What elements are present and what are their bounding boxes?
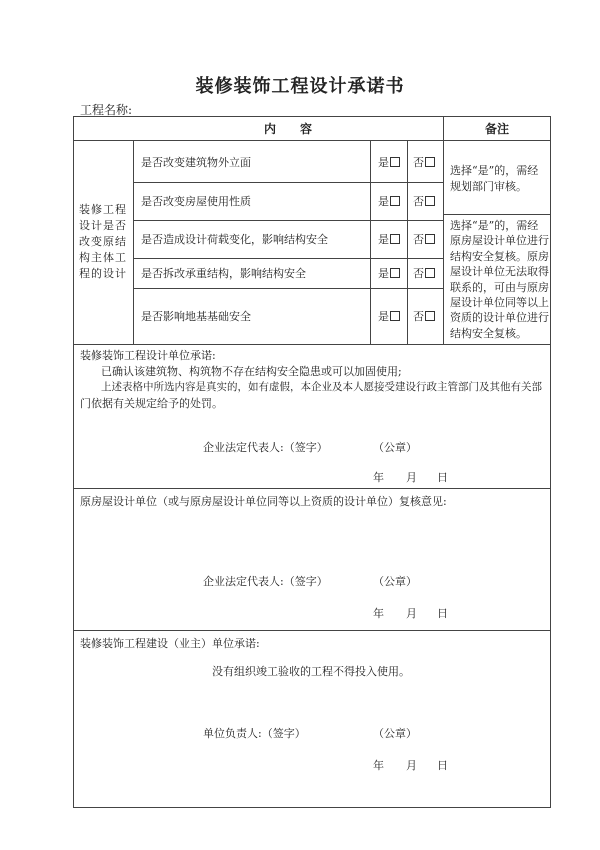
- owner-commitment-heading: 装修装饰工程建设（业主）单位承诺:: [80, 637, 260, 650]
- designer-commitment-heading: 装修装饰工程设计单位承诺:: [80, 349, 216, 362]
- no-label: 否: [413, 267, 424, 280]
- checkbox[interactable]: [390, 234, 400, 244]
- yes-label: 是: [378, 195, 389, 208]
- signature-label: 企业法定代表人:（签字）: [203, 575, 328, 588]
- yes-option[interactable]: [378, 194, 400, 210]
- date-day: 日: [437, 471, 448, 484]
- checkbox[interactable]: [390, 157, 400, 167]
- table-rule: [73, 630, 551, 631]
- owner-commitment-statement: 没有组织竣工验收的工程不得投入使用。: [212, 665, 410, 678]
- checkbox[interactable]: [390, 268, 400, 278]
- table-rule: [133, 182, 443, 183]
- date-year: 年: [373, 607, 384, 620]
- table-rule: [133, 220, 443, 221]
- table-rule: [73, 344, 551, 345]
- no-label: 否: [413, 310, 424, 323]
- no-label: 否: [413, 195, 424, 208]
- category-line: 构主体工: [79, 250, 127, 264]
- table-rule: [133, 140, 134, 344]
- remark-line: 规划部门审核。: [450, 179, 527, 193]
- signature-label: 企业法定代表人:（签字）: [203, 441, 328, 454]
- table-rule: [133, 258, 443, 259]
- remark-line: 屋设计单位无法取得: [450, 265, 549, 279]
- yes-option[interactable]: [378, 266, 400, 282]
- remark-second: [450, 218, 549, 341]
- table-rule: [443, 214, 551, 215]
- remark-line: 联系的，可由与原房: [450, 280, 549, 294]
- checkbox[interactable]: [425, 234, 435, 244]
- table-rule: [133, 288, 443, 289]
- checkbox[interactable]: [425, 311, 435, 321]
- item-text: 是否改变房屋使用性质: [141, 195, 251, 208]
- seal-label: （公章）: [373, 575, 417, 588]
- remark-line: 选择“是”的，需经: [450, 164, 539, 177]
- table-rule: [73, 140, 551, 141]
- checkbox[interactable]: [425, 268, 435, 278]
- yes-option[interactable]: [378, 232, 400, 248]
- no-option[interactable]: [413, 232, 435, 248]
- no-option[interactable]: [413, 309, 435, 325]
- no-label: 否: [413, 156, 424, 169]
- no-option[interactable]: [413, 155, 435, 171]
- category-line: 改变原结: [79, 234, 127, 248]
- yes-option[interactable]: [378, 309, 400, 325]
- header-content: 内 容: [263, 122, 312, 136]
- checkbox[interactable]: [390, 196, 400, 206]
- remark-line: 资质的设计单位进行: [450, 311, 549, 325]
- category-cell: [73, 202, 133, 282]
- checkbox[interactable]: [425, 196, 435, 206]
- designer-commitment-line: 上述表格中所选内容是真实的，如有虚假，本企业及本人愿接受建设行政主管部门及其他有关部: [101, 381, 542, 393]
- category-line: 程的设计: [79, 266, 127, 280]
- review-heading: 原房屋设计单位（或与原房屋设计单位同等以上资质的设计单位）复核意见:: [80, 495, 447, 508]
- yes-option[interactable]: [378, 155, 400, 171]
- yes-label: 是: [378, 267, 389, 280]
- no-option[interactable]: [413, 194, 435, 210]
- date-year: 年: [373, 471, 384, 484]
- remark-line: 结构安全复核。原房: [450, 249, 549, 263]
- checkbox[interactable]: [390, 311, 400, 321]
- remark-line: 选择“是”的，需经: [450, 219, 539, 232]
- table-rule: [407, 140, 408, 344]
- seal-label: （公章）: [373, 727, 417, 740]
- item-text: 是否改变建筑物外立面: [141, 156, 251, 169]
- item-text: 是否拆改承重结构，影响结构安全: [141, 267, 306, 280]
- table-rule: [443, 116, 444, 344]
- table-rule: [73, 488, 551, 489]
- category-line: 装修工程: [79, 203, 127, 216]
- no-label: 否: [413, 233, 424, 246]
- no-option[interactable]: [413, 266, 435, 282]
- date-day: 日: [437, 607, 448, 620]
- designer-commitment-line: 门依据有关规定给予的处罚。: [80, 397, 223, 410]
- signature-label: 单位负责人:（签字）: [203, 727, 306, 740]
- table-rule: [370, 140, 371, 344]
- header-remark: 备注: [484, 122, 509, 136]
- project-name-label: 工程名称:: [80, 103, 133, 117]
- date-year: 年: [373, 759, 384, 772]
- seal-label: （公章）: [373, 441, 417, 454]
- item-text: 是否影响地基基础安全: [141, 310, 251, 323]
- category-line: 设计是否: [79, 218, 127, 232]
- remark-first: [450, 163, 538, 195]
- remark-line: 结构安全复核。: [450, 326, 527, 340]
- remark-line: 原房屋设计单位进行: [450, 234, 549, 248]
- document-title: 装修装饰工程设计承诺书: [195, 76, 405, 97]
- designer-commitment-line: 已确认该建筑物、构筑物不存在结构安全隐患或可以加固使用;: [101, 365, 402, 378]
- date-month: 月: [406, 607, 417, 620]
- checkbox[interactable]: [425, 157, 435, 167]
- item-text: 是否造成设计荷载变化，影响结构安全: [141, 233, 328, 246]
- remark-line: 屋设计单位同等以上: [450, 296, 549, 310]
- yes-label: 是: [378, 233, 389, 246]
- date-day: 日: [437, 759, 448, 772]
- date-month: 月: [406, 471, 417, 484]
- date-month: 月: [406, 759, 417, 772]
- yes-label: 是: [378, 310, 389, 323]
- yes-label: 是: [378, 156, 389, 169]
